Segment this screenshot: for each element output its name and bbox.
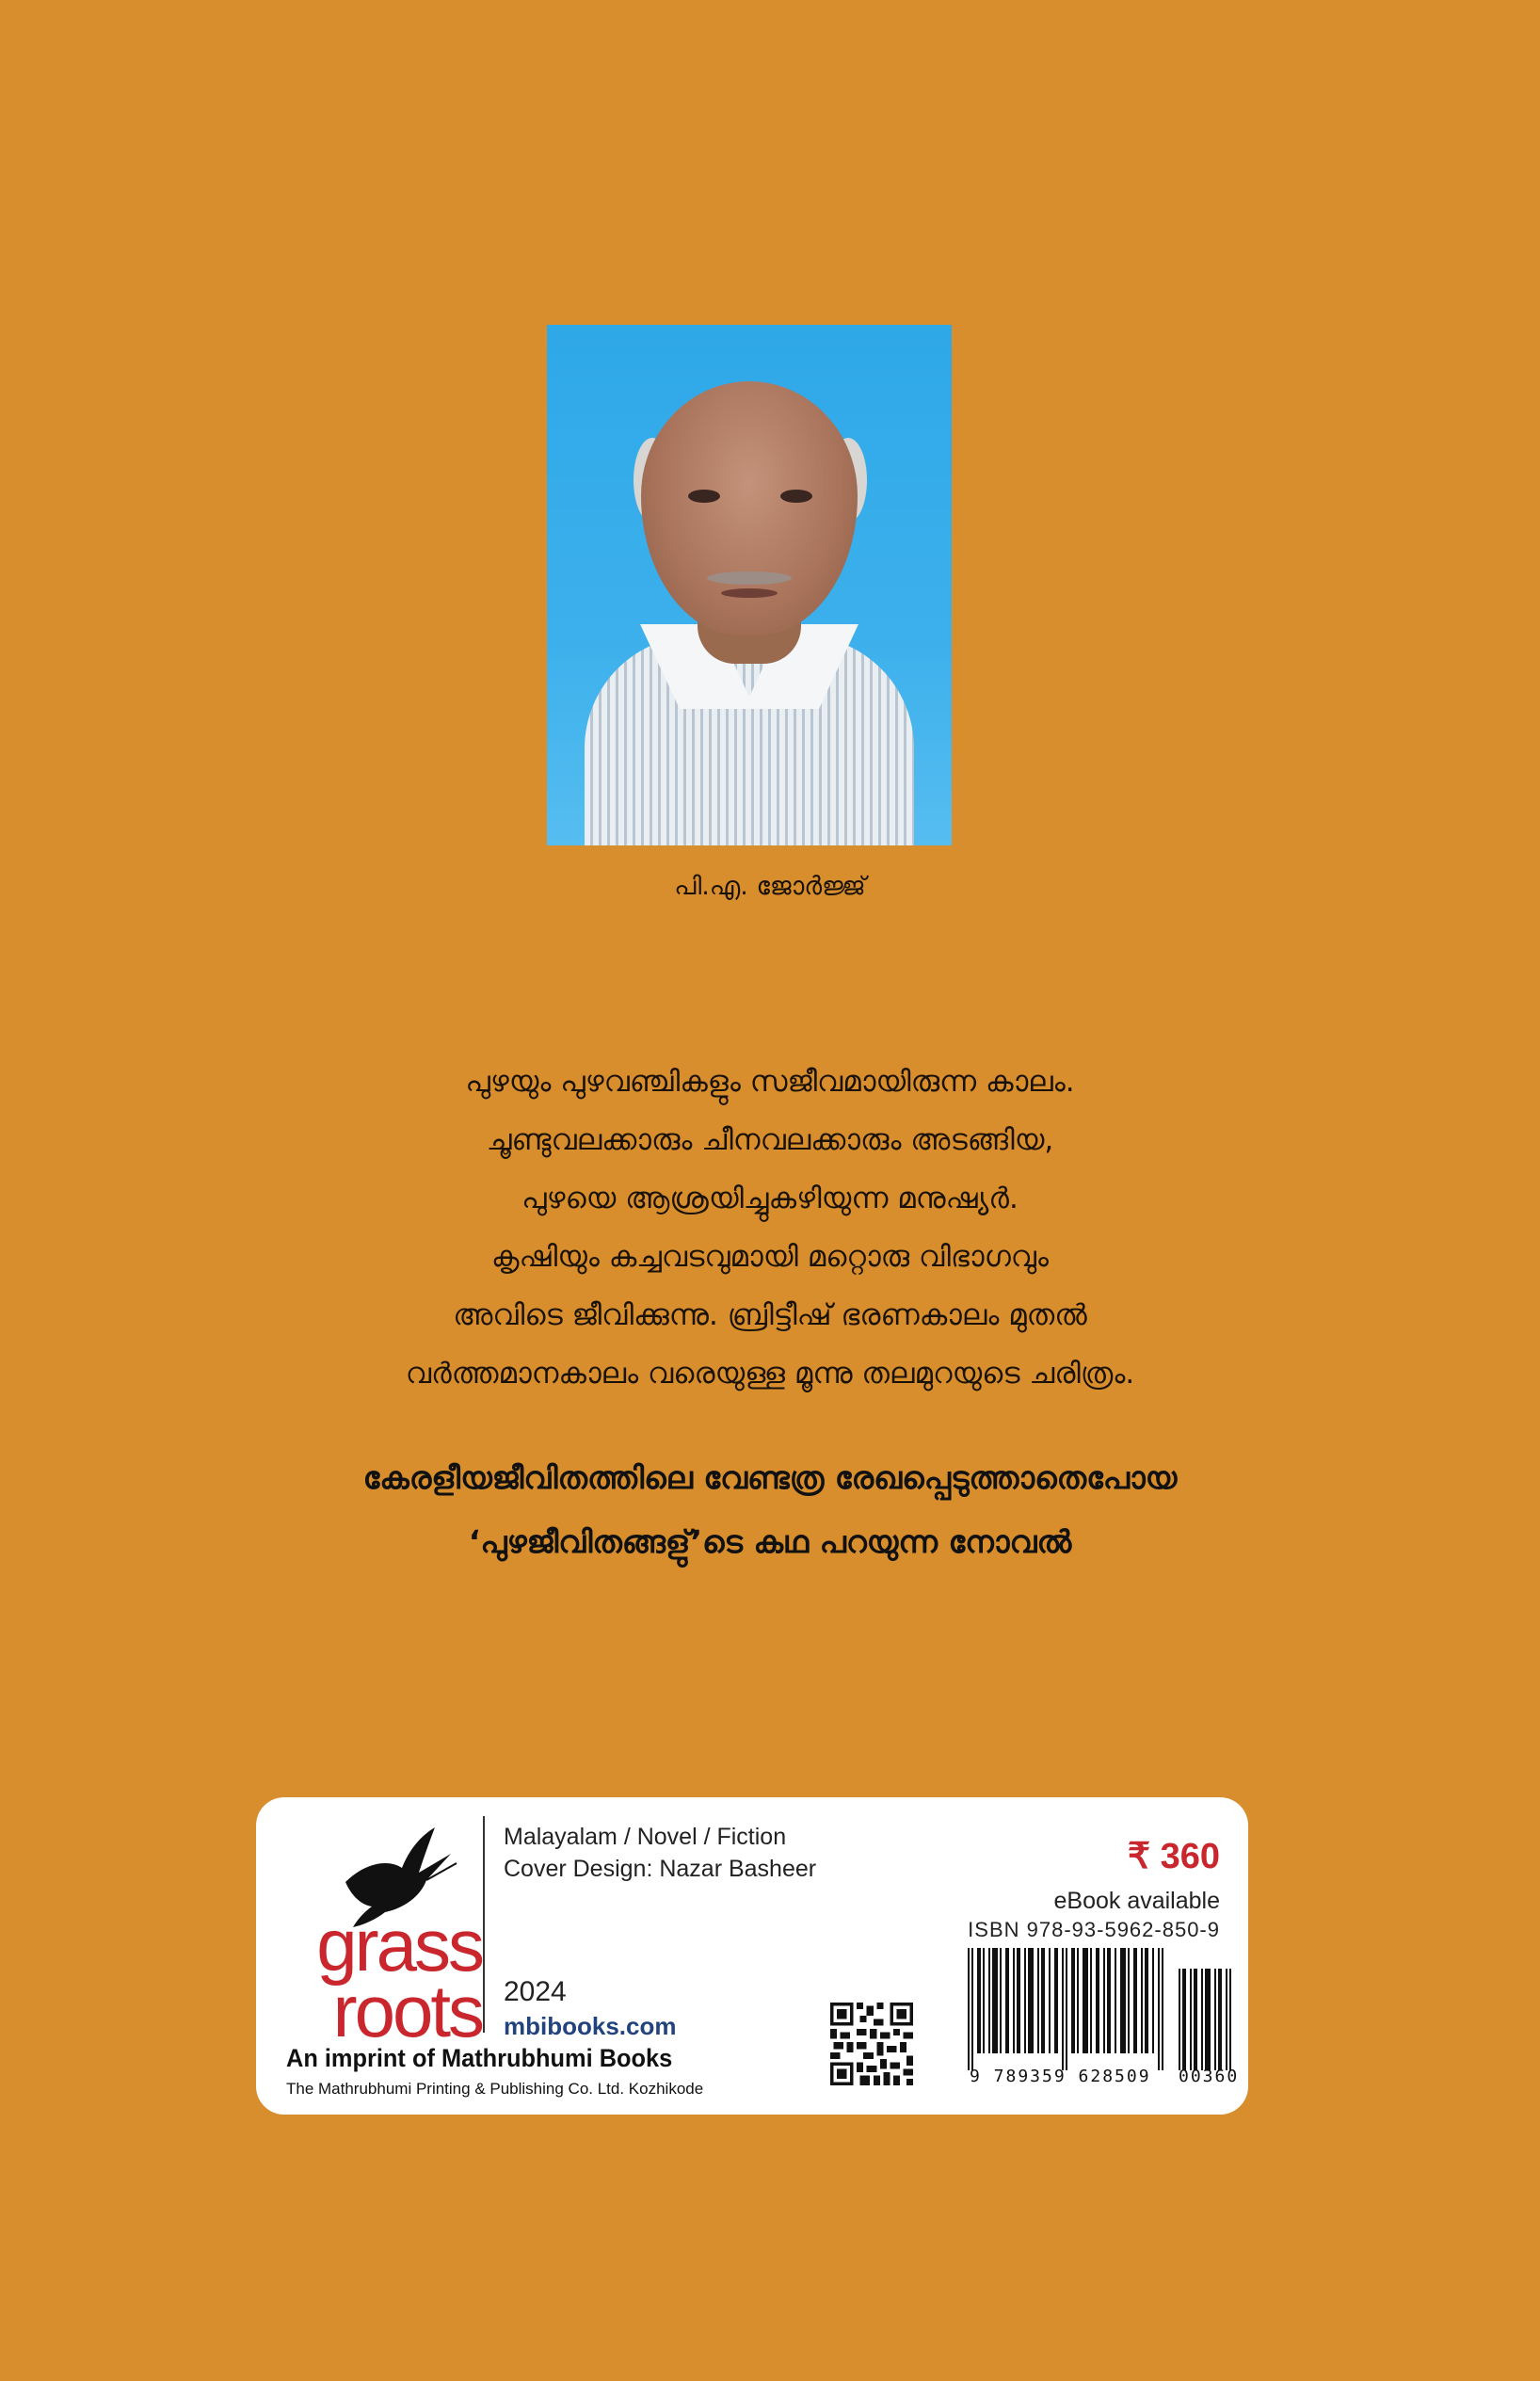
divider xyxy=(483,1816,485,2033)
printing-text: The Mathrubhumi Printing & Publishing Co. Ltd. Kozhikode xyxy=(286,2080,704,2098)
blurb xyxy=(0,1053,1540,1403)
author-photo xyxy=(547,325,952,845)
tagline-line: ‘പുഴജീവിതങ്ങളു്’ടെ കഥ പറയുന്ന നോവൽ xyxy=(468,1523,1072,1560)
cover-design-credit: Cover Design: Nazar Basheer xyxy=(504,1856,817,1882)
ebook-note: eBook available xyxy=(1053,1888,1220,1914)
blurb-line: വർത്തമാനകാലം വരെയുള്ള മൂന്നു തലമുറയുടെ ചരിത്രം. xyxy=(405,1357,1135,1391)
blurb-line: ചൂണ്ടുവലക്കാരും ചീനവലക്കാരും അടങ്ങിയ, xyxy=(486,1123,1054,1157)
blurb-line: അവിടെ ജീവിക്കുന്നു. ബ്രിട്ടീഷ് ഭരണകാലം മുതൽ xyxy=(453,1298,1087,1332)
publication-year: 2024 xyxy=(504,1976,567,2007)
barcode-addon-number: 00360 xyxy=(1179,2067,1240,2086)
price: ₹ 360 xyxy=(1127,1837,1220,1876)
author-name: പി.എ. ജോർജ്ജ് xyxy=(674,872,866,901)
addon-barcode-icon xyxy=(1179,1969,1231,2070)
tagline-line: കേരളീയജീവിതത്തിലെ വേണ്ടത്ര രേഖപ്പെടുത്താതെപോയ xyxy=(362,1459,1178,1496)
blurb-line: കൃഷിയും കച്ചവടവുമായി മറ്റൊരു വിഭാഗവും xyxy=(491,1240,1049,1274)
website-link[interactable]: mbibooks.com xyxy=(504,2012,677,2040)
logo-line: roots xyxy=(332,1970,482,2052)
barcode-number: 9 789359 628509 xyxy=(970,2067,1151,2086)
isbn: ISBN 978-93-5962-850-9 xyxy=(968,1918,1220,1941)
grassroots-logo xyxy=(284,1904,482,2052)
barcode-icon xyxy=(968,1948,1165,2070)
tagline xyxy=(0,1446,1540,1574)
publisher-panel xyxy=(256,1797,1248,2115)
blurb-line: പുഴയെ ആശ്രയിച്ചുകഴിയുന്ന മനുഷ്യർ. xyxy=(521,1182,1019,1215)
blurb-line: പുഴയും പുഴവഞ്ചികളും സജീവമായിരുന്ന കാലം. xyxy=(465,1065,1075,1099)
genre-text: Malayalam / Novel / Fiction xyxy=(504,1824,787,1850)
logo-line: grass xyxy=(316,1904,482,1987)
imprint-text: An imprint of Mathrubhumi Books xyxy=(286,2044,673,2072)
qr-code-icon[interactable] xyxy=(830,2003,913,2085)
